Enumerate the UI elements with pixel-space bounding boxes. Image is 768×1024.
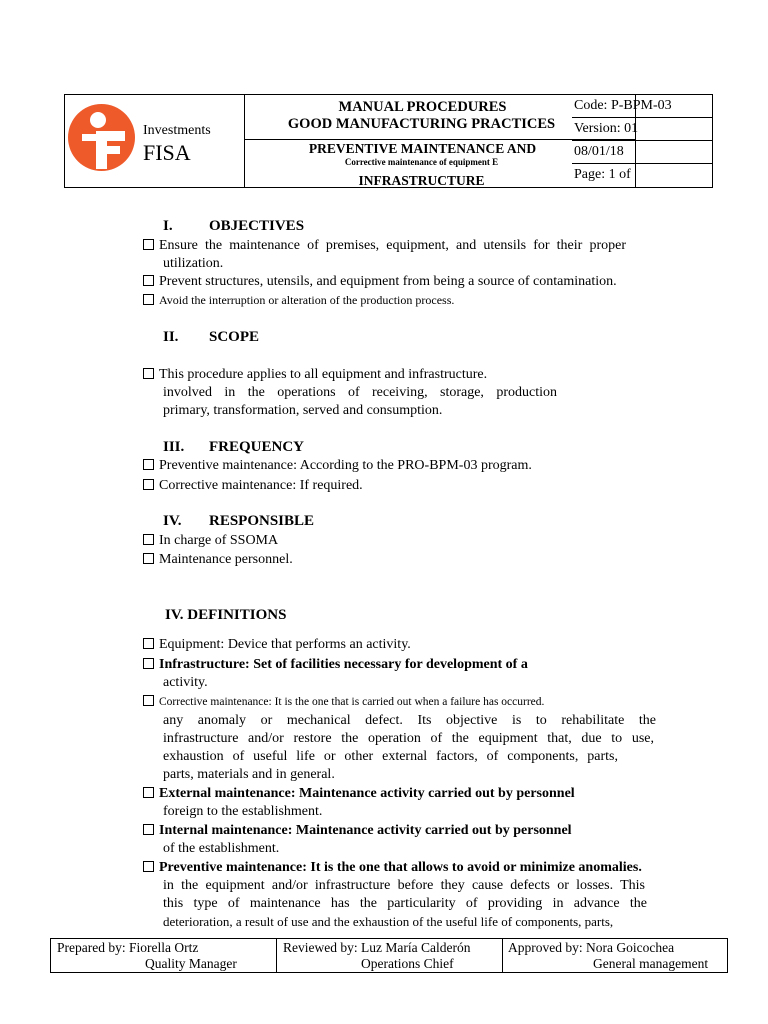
section-title: OBJECTIVES: [209, 218, 305, 234]
section-title: RESPONSIBLE: [209, 513, 315, 529]
bullet-box-icon: [143, 479, 154, 490]
bullet-box-icon: [143, 459, 154, 470]
prepared-by-cell: [51, 939, 277, 972]
definition-item-cont: of the establishment.: [163, 841, 280, 856]
gmp-title: GOOD MANUFACTURING PRACTICES: [287, 116, 556, 132]
procedure-title: PREVENTIVE MAINTENANCE AND: [308, 141, 537, 156]
bullet-box-icon: [143, 824, 154, 835]
definition-item-cont: foreign to the establishment.: [163, 804, 323, 819]
definition-item-cont: activity.: [163, 675, 208, 690]
bullet-box-icon: [143, 638, 154, 649]
definition-item-cont: deterioration, a result of use and the exhaustion of the useful life of components, parts,: [163, 914, 614, 929]
signature-footer-table: [50, 938, 728, 973]
section-title: IV. DEFINITIONS: [165, 607, 287, 623]
section-title: SCOPE: [209, 329, 260, 345]
doc-date: 08/01/18: [572, 141, 712, 164]
doc-code: Code: P-BPM-03: [572, 95, 712, 118]
definition-item-cont: exhaustion of useful life or other external factors, of components, parts,: [163, 749, 618, 764]
definition-item-cont: any anomaly or mechanical defect. Its objective is to rehabilitate the: [163, 713, 656, 728]
doc-version: Version: 01: [572, 118, 712, 141]
scope-item-cont: involved in the operations of receiving, storage, production: [163, 385, 557, 400]
reviewed-by-cell: [277, 939, 503, 972]
definition-item: External maintenance: Maintenance activity carried out by personnel: [143, 785, 575, 802]
definition-item-cont: infrastructure and/or restore the operation of the equipment that, due to use,: [163, 731, 654, 746]
definition-item: Internal maintenance: Maintenance activity carried out by personnel: [143, 822, 572, 839]
logo-brand-text: FISA: [143, 140, 191, 165]
scope-item-cont: primary, transformation, served and consumption.: [163, 403, 443, 418]
bullet-box-icon: [143, 534, 154, 545]
fisa-logo-icon: [68, 104, 135, 171]
objective-item: Prevent structures, utensils, and equipment from being a source of contamination.: [143, 273, 617, 290]
bullet-box-icon: [143, 239, 154, 250]
infrastructure-title: INFRASTRUCTURE: [358, 173, 485, 188]
definition-item-cont: in the equipment and/or infrastructure before they cause defects or losses. This: [163, 878, 645, 893]
bullet-box-icon: [143, 695, 154, 706]
definition-item: Infrastructure: Set of facilities necessary for development of a: [143, 656, 528, 673]
objective-item-cont: utilization.: [163, 256, 224, 271]
prepared-by: Prepared by: Fiorella Ortz: [57, 940, 199, 955]
definition-item: Preventive maintenance: It is the one that allows to avoid or minimize anomalies.: [143, 859, 642, 876]
prepared-role: Quality Manager: [145, 956, 237, 971]
approved-by-cell: [503, 939, 727, 972]
doc-info-cell: [572, 95, 712, 187]
logo-cell: [65, 95, 245, 187]
responsible-item: In charge of SSOMA: [143, 532, 278, 549]
definition-item: Corrective maintenance: It is the one that is carried out when a failure has occurred.: [143, 694, 544, 711]
objective-item: Avoid the interruption or alteration of the production process.: [143, 292, 454, 309]
bullet-box-icon: [143, 294, 154, 305]
bullet-box-icon: [143, 275, 154, 286]
responsible-item: Maintenance personnel.: [143, 551, 293, 568]
objective-item: Ensure the maintenance of premises, equipment, and utensils for their proper: [143, 237, 626, 254]
bullet-box-icon: [143, 787, 154, 798]
reviewed-by: Reviewed by: Luz María Calderón: [283, 940, 471, 955]
section-title: FREQUENCY: [209, 439, 305, 455]
reviewed-role: Operations Chief: [361, 956, 454, 971]
definition-item-cont: parts, materials and in general.: [163, 767, 335, 782]
manual-title: MANUAL PROCEDURES: [338, 99, 507, 115]
procedure-subtitle: Corrective maintenance of equipment E: [344, 157, 499, 167]
logo-investments-text: Investments: [143, 123, 211, 138]
frequency-item: Corrective maintenance: If required.: [143, 477, 363, 494]
definition-item: Equipment: Device that performs an activity.: [143, 636, 411, 653]
document-header-table: [64, 94, 713, 188]
scope-item: This procedure applies to all equipment and infrastructure.: [143, 366, 487, 383]
bullet-box-icon: [143, 861, 154, 872]
bullet-box-icon: [143, 368, 154, 379]
approved-role: General management: [593, 956, 709, 971]
frequency-item: Preventive maintenance: According to the PRO-BPM-03 program.: [143, 457, 532, 474]
doc-page: Page: 1 of: [574, 167, 631, 182]
definition-item-cont: this type of maintenance has the particularity of providing in advance the: [163, 896, 647, 911]
bullet-box-icon: [143, 658, 154, 669]
bullet-box-icon: [143, 553, 154, 564]
approved-by: Approved by: Nora Goicochea: [508, 940, 675, 955]
